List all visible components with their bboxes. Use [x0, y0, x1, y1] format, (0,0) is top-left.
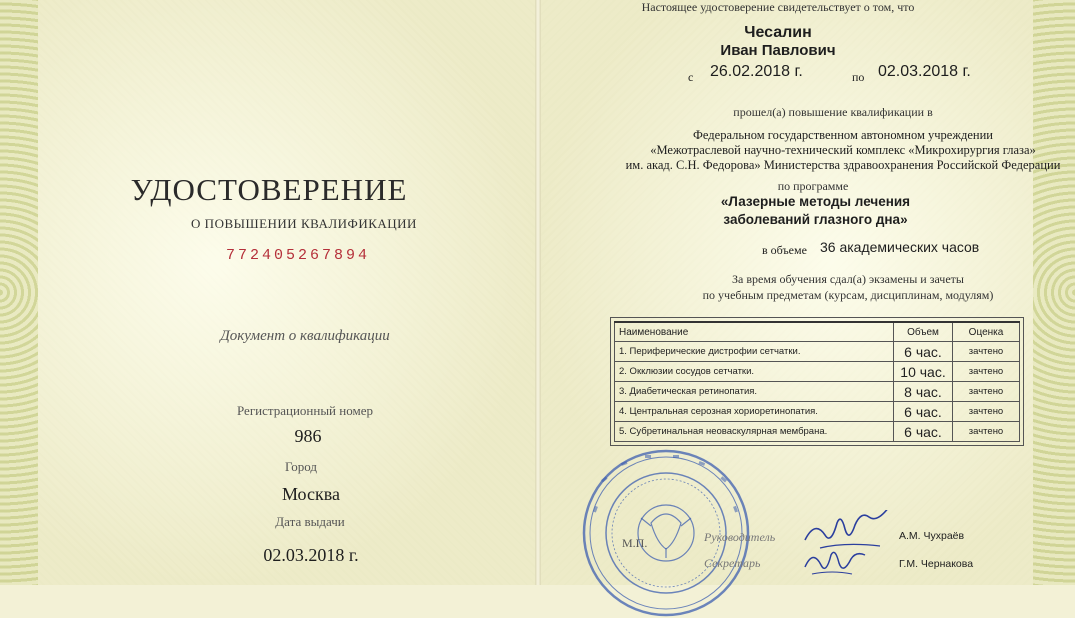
program-title [538, 193, 1075, 229]
seal-place-label: М.П. [622, 536, 648, 550]
holder-name: Иван Павлович [720, 42, 836, 59]
city: Москва [282, 484, 340, 504]
head-name: А.М. Чухраёв [899, 530, 965, 542]
serial-number: 772405267894 [225, 247, 371, 264]
column-header-volume: Объем [894, 322, 953, 342]
passed-text: прошел(а) повышение квалификации в [733, 105, 933, 119]
to-date: 02.03.2018 г. [878, 63, 971, 80]
organization-line: им. акад. С.Н. Федорова» Министерства здравоохранения Российской Федерации [625, 158, 1061, 172]
issue-date: 02.03.2018 г. [263, 545, 359, 565]
document-subtitle: О ПОВЫШЕНИИ КВАЛИФИКАЦИИ [191, 216, 417, 231]
to-label: по [852, 70, 865, 84]
subject-grade: зачтено [953, 382, 1020, 402]
table-row [615, 422, 1020, 442]
table-row [615, 342, 1020, 362]
city-label: Город [284, 459, 318, 474]
document-title: УДОСТОВЕРЕНИЕ [130, 172, 408, 207]
registration-number-label: Регистрационный номер [237, 403, 373, 418]
secretary-name: Г.М. Чернакова [899, 558, 974, 570]
organization [538, 128, 1075, 173]
subject-volume: 6 час. [894, 402, 953, 422]
column-header-name: Наименование [615, 322, 894, 342]
from-date: 26.02.2018 г. [710, 63, 803, 80]
exams-line: За время обучения сдал(а) экзамены и зачеты [732, 272, 964, 286]
table-row [615, 362, 1020, 382]
subject-name: 4. Центральная серозная хориоретинопатия. [615, 402, 894, 422]
table-row [615, 382, 1020, 402]
subject-volume: 6 час. [894, 342, 953, 362]
subject-volume: 8 час. [894, 382, 953, 402]
program-line: заболеваний глазного дна» [723, 212, 908, 227]
secretary-signature-icon [800, 542, 870, 582]
volume-label: в объеме [762, 243, 807, 257]
subject-grade: зачтено [953, 362, 1020, 382]
exams-text [538, 271, 1075, 303]
subject-name: 3. Диабетическая ретинопатия. [615, 382, 894, 402]
subject-volume: 10 час. [894, 362, 953, 382]
subject-volume: 6 час. [894, 422, 953, 442]
subject-grade: зачтено [953, 422, 1020, 442]
subject-name: 2. Окклюзии сосудов сетчатки. [615, 362, 894, 382]
organization-line: Федеральном государственном автономном учреждении [693, 128, 993, 142]
subject-name: 1. Периферические дистрофии сетчатки. [615, 342, 894, 362]
subject-grade: зачтено [953, 402, 1020, 422]
column-header-grade: Оценка [953, 322, 1020, 342]
registration-number: 986 [294, 426, 322, 446]
holder-surname: Чесалин [744, 24, 812, 41]
intro-text: Настоящее удостоверение свидетельствует о том, что [641, 0, 915, 14]
subjects-table [614, 321, 1020, 442]
issue-date-label: Дата выдачи [275, 514, 345, 529]
program-label: по программе [777, 179, 849, 193]
table-header-row [615, 322, 1020, 342]
table-row [615, 402, 1020, 422]
program-line: «Лазерные методы лечения [720, 194, 911, 209]
exams-line: по учебным предметам (курсам, дисциплинам, модулям) [702, 288, 994, 302]
subject-name: 5. Субретинальная неоваскулярная мембрана. [615, 422, 894, 442]
from-label: с [688, 70, 694, 84]
head-label: Руководитель [704, 530, 776, 544]
volume: 36 академических часов [820, 239, 980, 255]
organization-line: «Межотраслевой научно-технический комплекс «Микрохирургия глаза» [650, 143, 1036, 157]
secretary-label: Секретарь [704, 556, 761, 570]
document-type: Документ о квалификации [220, 328, 390, 344]
subject-grade: зачтено [953, 342, 1020, 362]
